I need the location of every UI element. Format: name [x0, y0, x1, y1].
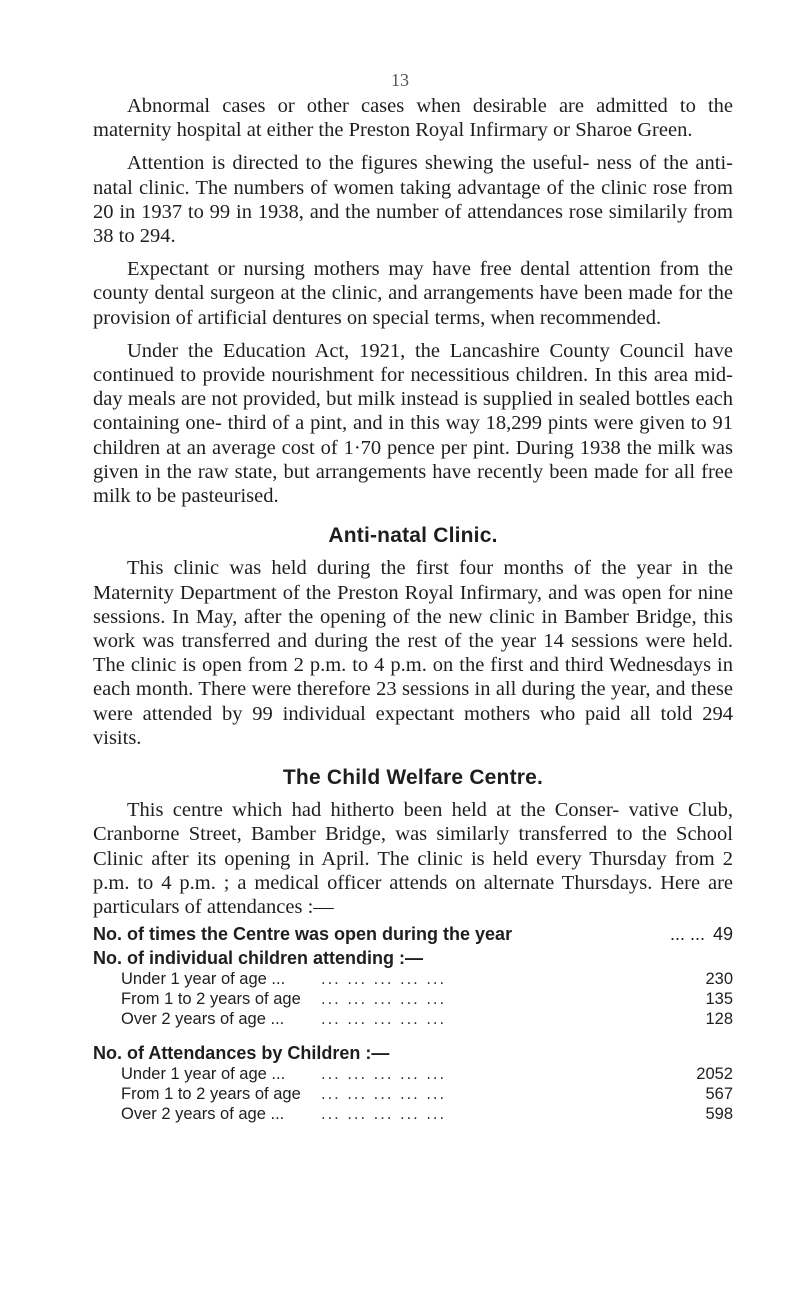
group-attendances-title: No. of Attendances by Children :— [93, 1043, 390, 1064]
leader-dots: ... ... ... ... ... [321, 1105, 447, 1124]
group-attendances [93, 1042, 733, 1124]
table-row [93, 969, 733, 989]
paragraph-antenatal-figures: Attention is directed to the figures shewing the useful- ness of the anti-natal clinic. The numbers of women taking advantage of the clinic rose from 20 in 1937 to 99 in 1938, and the number of attendances rose similarily from 38 to 294. [93, 152, 733, 248]
row-value: 135 [705, 990, 733, 1009]
paragraph-dental-attention: Expectant or nursing mothers may have free dental attention from the county dental surgeon at the clinic, and arrangements have been made for the provision of artificial dentures on special terms, when recommended. [93, 258, 733, 329]
paragraph-antenatal-clinic: This clinic was held during the first four months of the year in the Maternity Department of the Preston Royal Infirmary, and was open for nine sessions. In May, after the opening of the new clinic in Bamber Bridge, this work was transferred and during the rest of the year 14 sessions were held. The clinic is open from 2 p.m. to 4 p.m. on the first and third Wednesdays in each month. There were therefore 23 sessions in all during the year, and these were attended by 99 individual expectant mothers who paid all told 294 visits. [93, 557, 733, 749]
heading-child-welfare-centre: The Child Welfare Centre. [282, 766, 544, 790]
leader-dots: ... ... ... ... ... [321, 1010, 447, 1029]
table-row [93, 1009, 733, 1029]
paragraph-abnormal-cases: Abnormal cases or other cases when desirable are admitted to the maternity hospital at either the Preston Royal Infirmary or Sharoe Green. [93, 95, 733, 142]
leader-dots: ... ... ... ... ... [321, 1085, 447, 1104]
group-individual-children-title: No. of individual children attending :— [93, 948, 423, 969]
table-row [93, 1104, 733, 1124]
row-label: From 1 to 2 years of age [121, 990, 301, 1009]
stat-times-open-label: No. of times the Centre was open during the year [93, 924, 513, 945]
paragraph-education-act: Under the Education Act, 1921, the Lancashire County Council have continued to provide nourishment for necessitious children. In this area mid-day meals are not provided, but milk instead is supplied in sealed bottles each containing one- third of a pint, and in this way 18,299 pints were given to 91 children at an average cost of 1·70 pence per pint. During 1938 the milk was given in the raw state, but arrangements have recently been made for all free milk to be pasteurised. [93, 339, 733, 508]
row-value: 598 [705, 1105, 733, 1124]
table-row [93, 1064, 733, 1084]
row-label: Over 2 years of age ... [121, 1105, 285, 1124]
stat-times-open-value: 49 [712, 924, 733, 945]
row-value: 567 [705, 1085, 733, 1104]
leader-dots: ... ... ... ... ... [321, 990, 447, 1009]
row-label: From 1 to 2 years of age [121, 1085, 301, 1104]
leader-dots: ... ... ... ... ... [321, 1065, 447, 1084]
leader-dots: ... ... ... ... ... [321, 970, 447, 989]
group-individual-children [93, 947, 733, 1029]
page-number: 13 [391, 70, 409, 90]
table-row [93, 1084, 733, 1104]
document-body [93, 94, 733, 1124]
leader-dots: ... ... [669, 924, 705, 945]
stat-times-open [93, 923, 733, 945]
table-row [93, 989, 733, 1009]
paragraph-child-welfare-centre: This centre which had hitherto been held at the Conser- vative Club, Cranborne Street, Bamber Bridge, was similarly transferred to the School Clinic after its opening in April. The clinic is held every Thursday from 2 p.m. to 4 p.m. ; a medical officer attends on alternate Thursdays. Here are particulars of attendances :— [93, 799, 733, 919]
row-label: Over 2 years of age ... [121, 1010, 285, 1029]
row-value: 230 [705, 970, 733, 989]
heading-antenatal-clinic: Anti-natal Clinic. [328, 524, 498, 548]
row-value: 2052 [696, 1065, 733, 1084]
row-label: Under 1 year of age ... [121, 970, 286, 989]
row-label: Under 1 year of age ... [121, 1065, 286, 1084]
attendance-statistics [93, 923, 733, 1124]
row-value: 128 [705, 1010, 733, 1029]
